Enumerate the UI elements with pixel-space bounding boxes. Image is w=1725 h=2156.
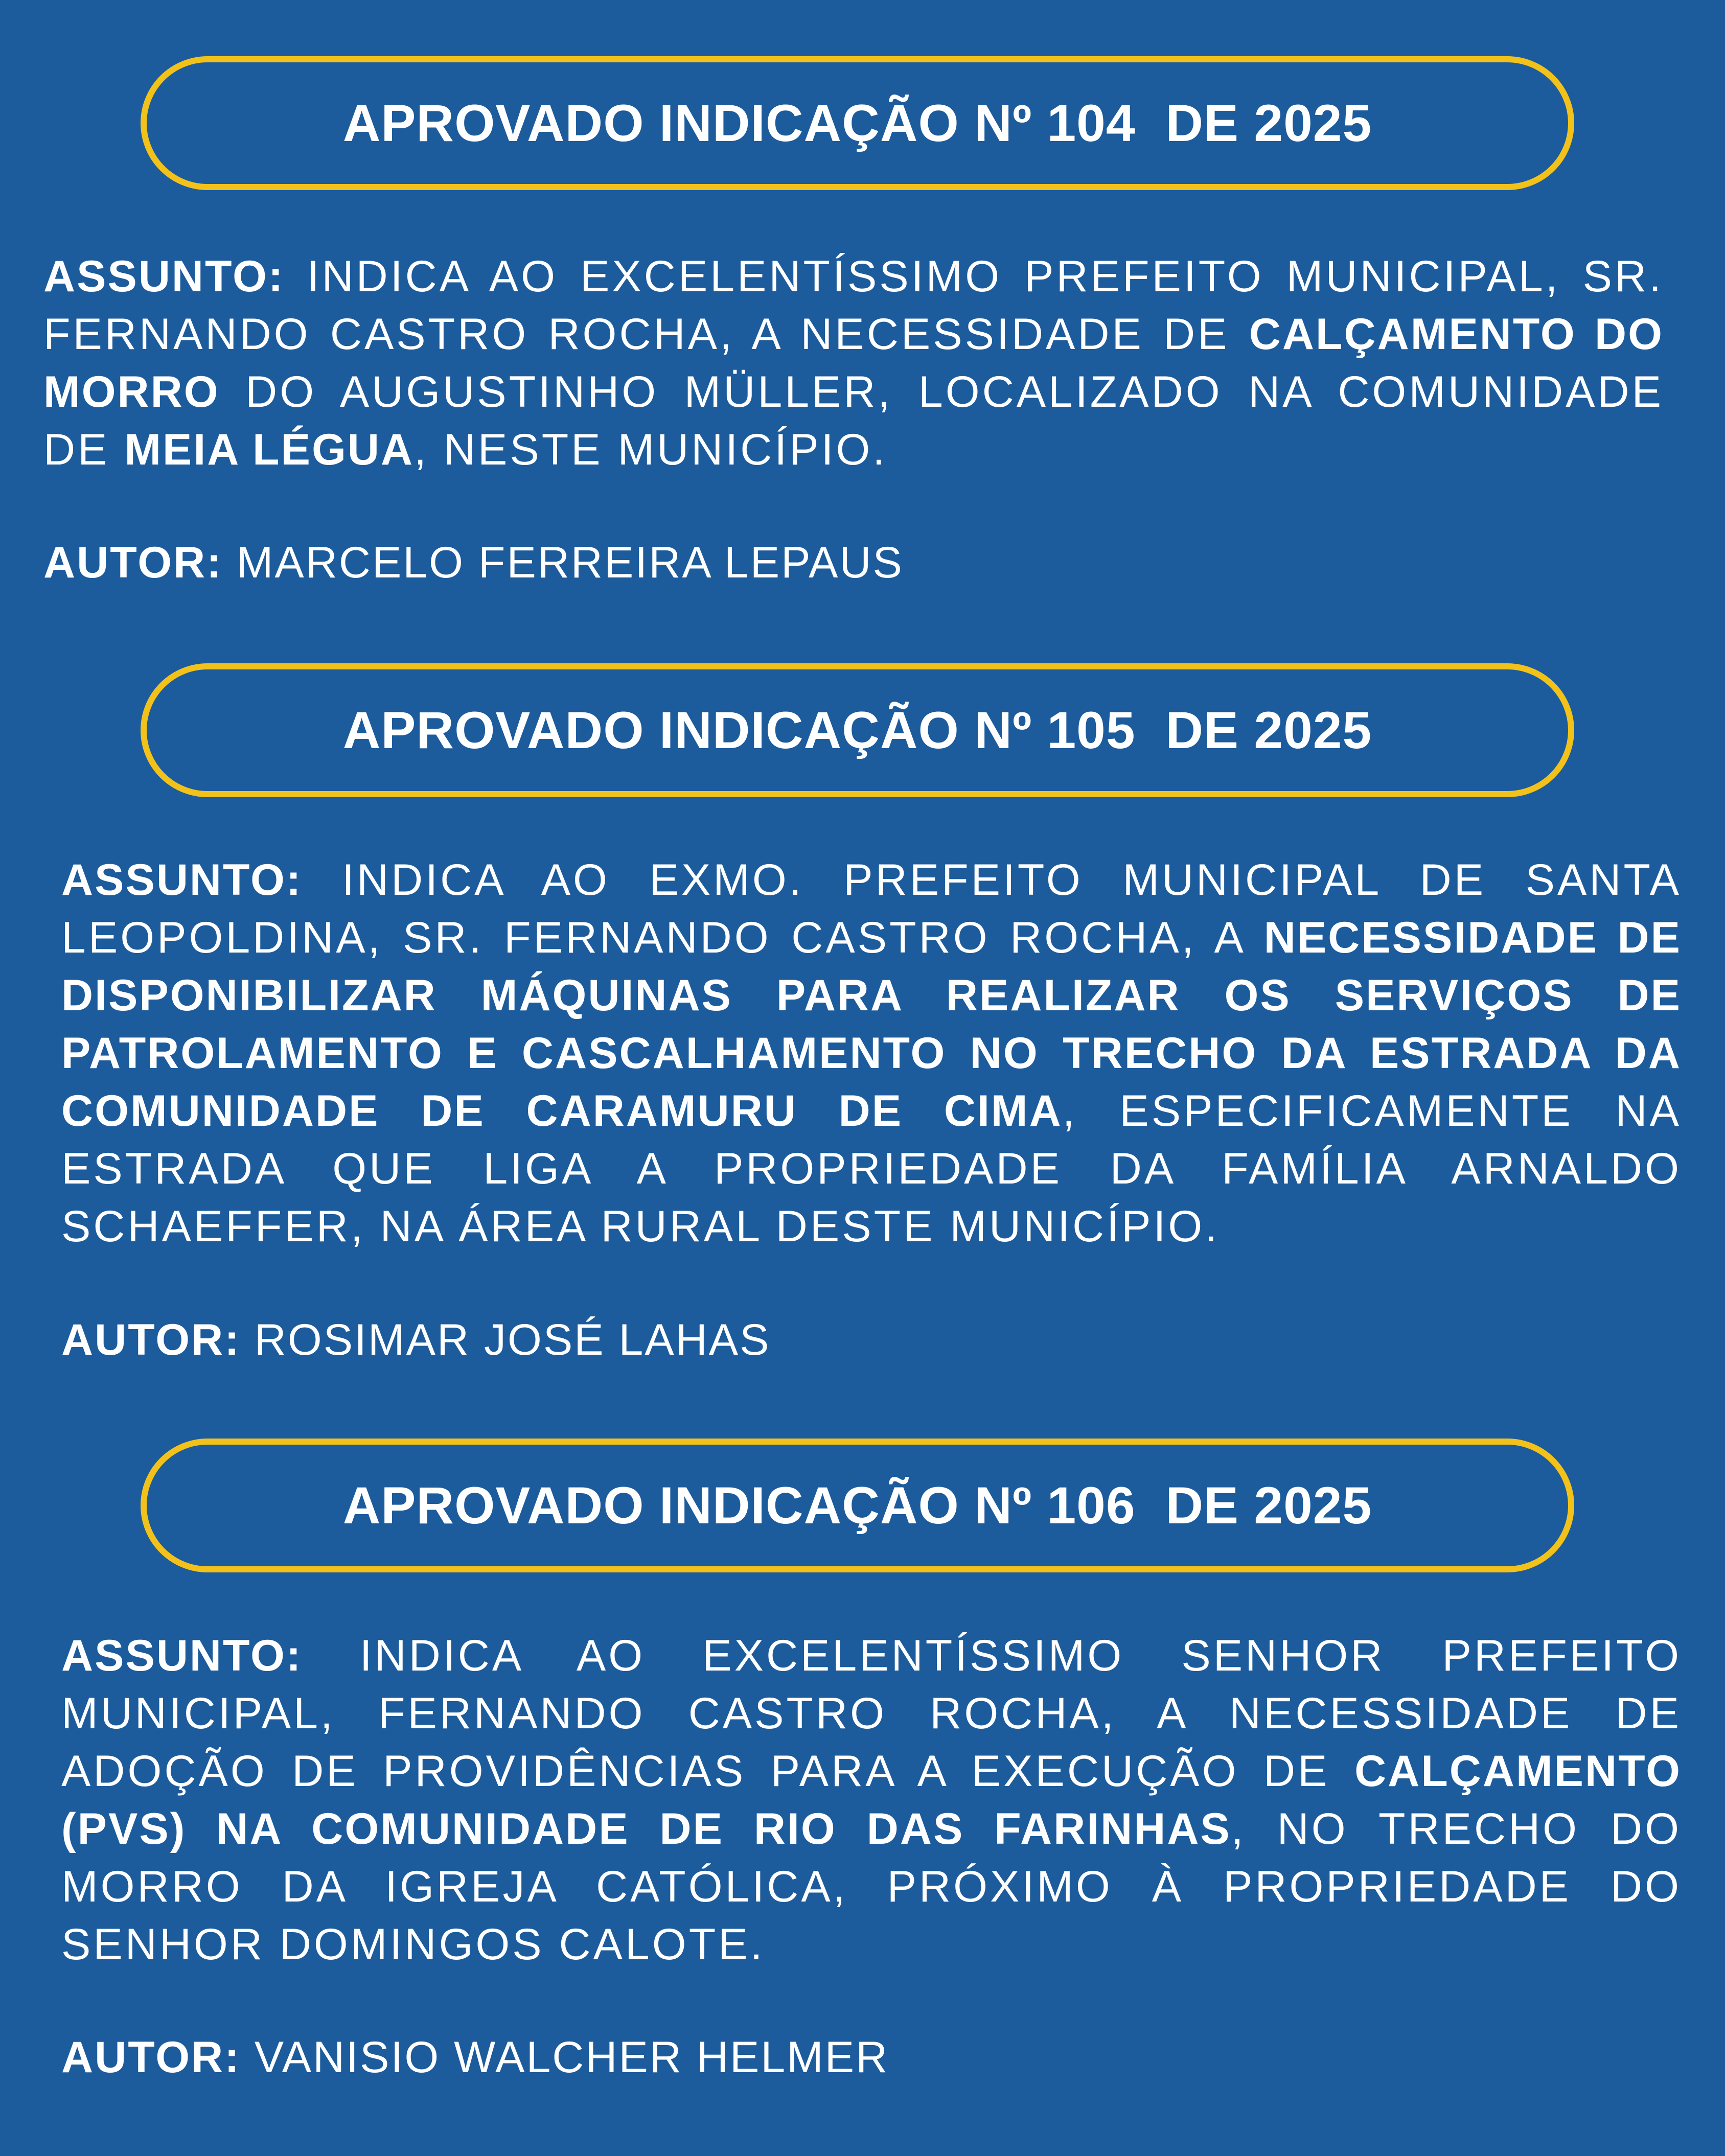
indicacao-104-autor-label: AUTOR: <box>43 538 223 587</box>
indicacao-106-autor-name: VANISIO WALCHER HELMER <box>240 2033 889 2082</box>
indicacao-106-autor <box>61 2029 889 2087</box>
indicacao-106-assunto-text-1: INDICA AO EXCELENTÍSSIMO SENHOR PREFEITO MUNICIPAL, FERNANDO CASTRO ROCHA, A NECESSIDADE DE ADOÇÃO DE PROVIDÊNCIAS PARA A EXECUÇÃO DE <box>61 1631 1682 1796</box>
indicacao-105-assunto <box>61 851 1682 1256</box>
indicacao-105-autor-label: AUTOR: <box>61 1315 241 1364</box>
indicacao-105-title-pill <box>141 663 1574 797</box>
indicacao-106-assunto <box>61 1627 1682 1974</box>
indicacao-104-assunto-text-1: INDICA AO EXCELENTÍSSIMO PREFEITO MUNICIPAL, SR. FERNANDO CASTRO ROCHA, A NECESSIDADE DE <box>43 252 1664 359</box>
indicacao-104-title-pill <box>141 56 1574 190</box>
indicacao-106-title-pill <box>141 1439 1574 1572</box>
indicacao-104-title: APROVADO INDICAÇÃO Nº 104 DE 2025 <box>342 94 1372 152</box>
indicacao-105-assunto-highlight-1: NECESSIDADE DE DISPONIBILIZAR MÁQUINAS PARA REALIZAR OS SERVIÇOS DE PATROLAMENTO E CASCALHAMENTO NO TRECHO DA ESTRADA DA COMUNIDADE DE CARAMURU DE CIMA <box>61 913 1682 1135</box>
indicacao-105-assunto-text-1: INDICA AO EXMO. PREFEITO MUNICIPAL DE SANTA LEOPOLDINA, SR. FERNANDO CASTRO ROCHA, A <box>61 855 1682 962</box>
indicacao-106-autor-label: AUTOR: <box>61 2033 241 2082</box>
indicacao-104-assunto-text-2: DO AUGUSTINHO MÜLLER, LOCALIZADO NA COMUNIDADE DE <box>43 367 1664 474</box>
indicacao-105-autor-name: ROSIMAR JOSÉ LAHAS <box>240 1315 771 1364</box>
indicacao-105-assunto-label: ASSUNTO: <box>61 855 303 905</box>
indicacao-105-title: APROVADO INDICAÇÃO Nº 105 DE 2025 <box>342 701 1372 759</box>
indicacao-104-autor-name: MARCELO FERREIRA LEPAUS <box>222 538 904 587</box>
indicacao-106-assunto-highlight-1: CALÇAMENTO (PVS) NA COMUNIDADE DE RIO DAS FARINHAS <box>61 1747 1682 1853</box>
indicacao-106-title: APROVADO INDICAÇÃO Nº 106 DE 2025 <box>342 1476 1372 1535</box>
indicacao-105-assunto-text-2: , ESPECIFICAMENTE NA ESTRADA QUE LIGA A PROPRIEDADE DA FAMÍLIA ARNALDO SCHAEFFER, NA ÁREA RURAL DESTE MUNICÍPIO. <box>61 1086 1682 1251</box>
indicacao-106-assunto-label: ASSUNTO: <box>61 1631 303 1680</box>
indicacao-104-assunto-highlight-2: MEIA LÉGUA <box>124 425 415 474</box>
indicacao-106-assunto-text-2: , NO TRECHO DO MORRO DA IGREJA CATÓLICA, PRÓXIMO À PROPRIEDADE DO SENHOR DOMINGOS CALOTE. <box>61 1804 1682 1969</box>
indicacao-104-assunto-highlight-1: CALÇAMENTO DO MORRO <box>43 310 1664 416</box>
indicacao-104-assunto <box>43 248 1664 479</box>
indicacao-104-assunto-label: ASSUNTO: <box>43 252 285 301</box>
indicacao-104-assunto-text-3: , NESTE MUNICÍPIO. <box>414 425 888 474</box>
indicacao-105-autor <box>61 1311 771 1369</box>
indicacao-104-autor <box>43 534 904 592</box>
